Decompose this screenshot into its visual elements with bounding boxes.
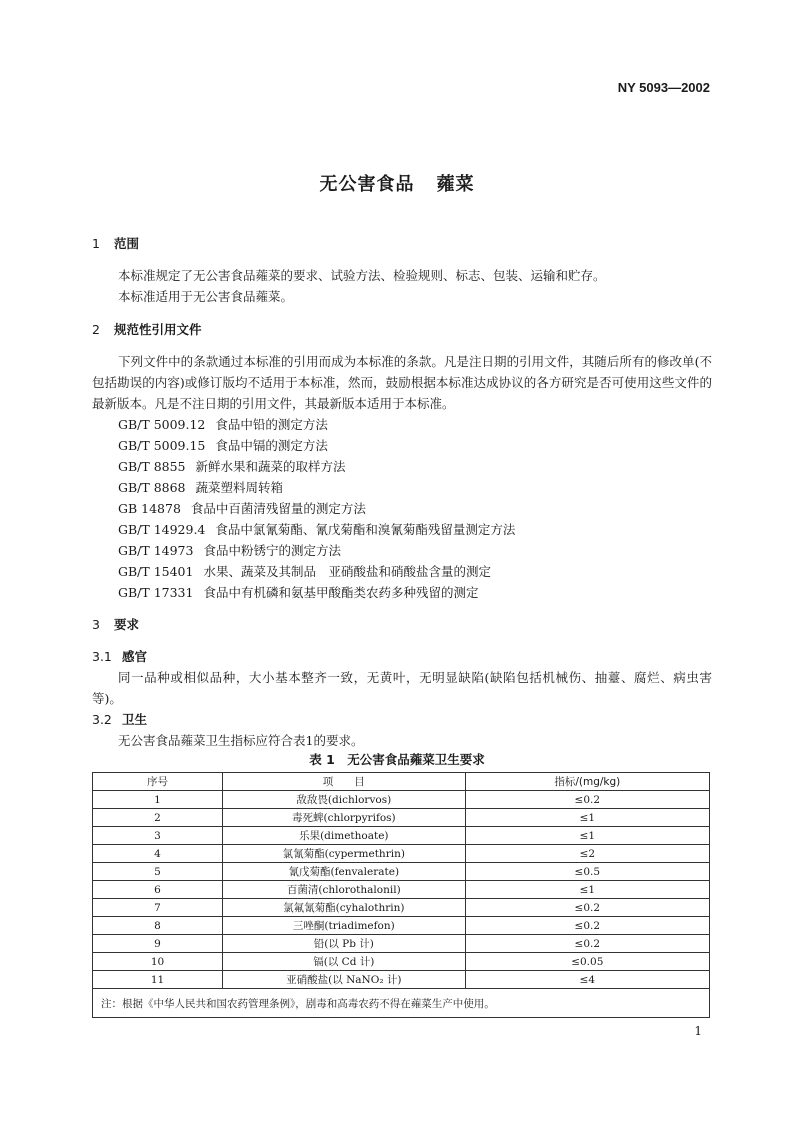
table-row <box>93 917 710 935</box>
row-number-cell: 8 <box>93 917 223 935</box>
reference-code: GB/T 14973 <box>118 543 194 558</box>
reference-code: GB/T 17331 <box>118 585 194 600</box>
title-part-1: 无公害食品 <box>319 174 415 195</box>
item-cell: 铅(以 Pb 计) <box>223 935 466 953</box>
section-title: 要求 <box>114 617 140 632</box>
limit-cell: ≤0.2 <box>465 935 709 953</box>
section-title: 规范性引用文件 <box>114 322 202 337</box>
column-header: 指标/(mg/kg) <box>465 773 709 791</box>
limit-cell: ≤0.05 <box>465 953 709 971</box>
reference-item <box>92 435 712 456</box>
reference-item <box>92 561 712 582</box>
reference-code: GB 14878 <box>118 501 181 516</box>
table-row <box>93 953 710 971</box>
section-number: 1 <box>92 236 100 251</box>
table-note-row <box>93 989 710 1018</box>
reference-title: 食品中百菌清残留量的测定方法 <box>190 501 366 516</box>
subsection-hygiene <box>92 709 712 751</box>
subsection-title: 卫生 <box>122 712 148 727</box>
reference-title: 新鲜水果和蔬菜的取样方法 <box>195 459 346 474</box>
table-note: 注：根据《中华人民共和国农药管理条例》，剧毒和高毒农药不得在蕹菜生产中使用。 <box>93 989 710 1018</box>
limit-cell: ≤0.5 <box>465 863 709 881</box>
limit-cell: ≤0.2 <box>465 791 709 809</box>
table-row <box>93 845 710 863</box>
row-number-cell: 3 <box>93 827 223 845</box>
paragraph: 同一品种或相似品种，大小基本整齐一致，无黄叶，无明显缺陷(缺陷包括机械伤、抽薹、腐烂、病虫害等)。 <box>92 670 712 706</box>
standard-number: NY 5093—2002 <box>617 80 710 95</box>
row-number-cell: 7 <box>93 899 223 917</box>
reference-item <box>92 498 712 519</box>
reference-code: GB/T 5009.12 <box>118 417 206 432</box>
column-header: 项 目 <box>223 773 466 791</box>
reference-title: 水果、蔬菜及其制品 亚硝酸盐和硝酸盐含量的测定 <box>203 564 491 579</box>
row-number-cell: 10 <box>93 953 223 971</box>
table-row <box>93 827 710 845</box>
table-caption: 表 1 无公害食品蕹菜卫生要求 <box>309 752 485 767</box>
section-number: 3 <box>92 617 100 632</box>
item-cell: 亚硝酸盐(以 NaNO₂ 计) <box>223 971 466 989</box>
reference-title: 食品中铅的测定方法 <box>215 417 328 432</box>
item-cell: 氰戊菊酯(fenvalerate) <box>223 863 466 881</box>
reference-code: GB/T 15401 <box>118 564 194 579</box>
section-normative-references <box>92 319 712 603</box>
reference-list <box>92 414 712 603</box>
section-title: 范围 <box>114 236 140 251</box>
page-number: 1 <box>694 1024 702 1038</box>
paragraph: 无公害食品蕹菜卫生指标应符合表1的要求。 <box>118 733 364 748</box>
table-row <box>93 809 710 827</box>
reference-title: 食品中粉锈宁的测定方法 <box>203 543 341 558</box>
reference-title: 食品中有机磷和氨基甲酸酯类农药多种残留的测定 <box>203 585 479 600</box>
item-cell: 镉(以 Cd 计) <box>223 953 466 971</box>
row-number-cell: 9 <box>93 935 223 953</box>
row-number-cell: 11 <box>93 971 223 989</box>
title-part-2: 蕹菜 <box>436 174 475 195</box>
reference-code: GB/T 5009.15 <box>118 438 206 453</box>
section-requirements <box>92 614 712 635</box>
table-row <box>93 881 710 899</box>
subsection-title: 感官 <box>122 649 148 664</box>
reference-code: GB/T 8868 <box>118 480 186 495</box>
section-scope <box>92 233 712 307</box>
limit-cell: ≤4 <box>465 971 709 989</box>
reference-title: 蔬菜塑料周转箱 <box>195 480 284 495</box>
hygiene-requirements-table <box>92 772 710 1018</box>
limit-cell: ≤0.2 <box>465 917 709 935</box>
reference-title: 食品中氯氰菊酯、氰戊菊酯和溴氰菊酯残留量测定方法 <box>215 522 516 537</box>
section-heading <box>92 233 712 254</box>
reference-item <box>92 582 712 603</box>
limit-cell: ≤1 <box>465 881 709 899</box>
table-header-row <box>93 773 710 791</box>
reference-item <box>92 477 712 498</box>
item-cell: 毒死蜱(chlorpyrifos) <box>223 809 466 827</box>
item-cell: 氯氟氰菊酯(cyhalothrin) <box>223 899 466 917</box>
reference-item <box>92 414 712 435</box>
item-cell: 百菌清(chlorothalonil) <box>223 881 466 899</box>
table-row <box>93 791 710 809</box>
paragraph: 下列文件中的条款通过本标准的引用而成为本标准的条款。凡是注日期的引用文件，其随后所有的修改单(不包括勘误的内容)或修订版均不适用于本标准，然而，鼓励根据本标准达成协议的各方研究是否可使用这些文件的最新版本。凡是不注日期的引用文件，其最新版本适用于本标准。 <box>92 354 712 411</box>
reference-item <box>92 456 712 477</box>
subsection-number: 3.2 <box>92 712 112 727</box>
item-cell: 三唑酮(triadimefon) <box>223 917 466 935</box>
limit-cell: ≤2 <box>465 845 709 863</box>
item-cell: 敌敌畏(dichlorvos) <box>223 791 466 809</box>
reference-item <box>92 519 712 540</box>
row-number-cell: 2 <box>93 809 223 827</box>
limit-cell: ≤1 <box>465 827 709 845</box>
subsection-heading <box>92 709 712 730</box>
reference-item <box>92 540 712 561</box>
subsection-number: 3.1 <box>92 649 112 664</box>
column-header: 序号 <box>93 773 223 791</box>
limit-cell: ≤0.2 <box>465 899 709 917</box>
reference-code: GB/T 8855 <box>118 459 186 474</box>
section-heading <box>92 614 712 635</box>
subsection-heading <box>92 646 712 667</box>
row-number-cell: 5 <box>93 863 223 881</box>
table-row <box>93 899 710 917</box>
row-number-cell: 1 <box>93 791 223 809</box>
reference-title: 食品中镉的测定方法 <box>215 438 328 453</box>
section-number: 2 <box>92 322 100 337</box>
item-cell: 氯氰菊酯(cypermethrin) <box>223 845 466 863</box>
subsection-sensory <box>92 646 712 709</box>
paragraph: 本标准适用于无公害食品蕹菜。 <box>118 289 294 304</box>
row-number-cell: 4 <box>93 845 223 863</box>
paragraph: 本标准规定了无公害食品蕹菜的要求、试验方法、检验规则、标志、包装、运输和贮存。 <box>118 268 606 283</box>
table-row <box>93 863 710 881</box>
document-title <box>0 170 794 196</box>
table-row <box>93 935 710 953</box>
reference-code: GB/T 14929.4 <box>118 522 206 537</box>
table-row <box>93 971 710 989</box>
limit-cell: ≤1 <box>465 809 709 827</box>
row-number-cell: 6 <box>93 881 223 899</box>
section-heading <box>92 319 712 340</box>
item-cell: 乐果(dimethoate) <box>223 827 466 845</box>
